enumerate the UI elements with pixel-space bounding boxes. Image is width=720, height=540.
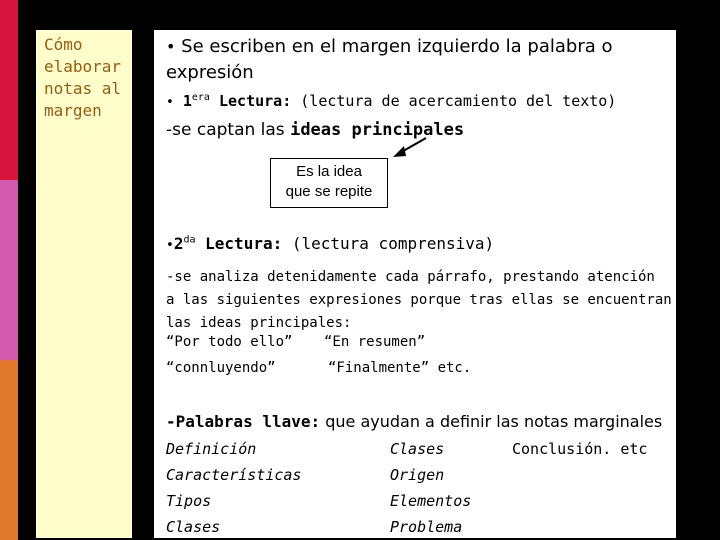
bullet-2-line2-bold: ideas principales <box>290 120 465 140</box>
bullet-2-heading: Lectura: <box>218 92 292 110</box>
bullet-2-line2-prefix: -se captan las <box>166 120 291 140</box>
paragraph-line: a las siguientes expresiones porque tras ellas se encuentran <box>166 292 672 308</box>
keyword-item: Clases <box>390 440 445 458</box>
expression-1: “Por todo ello” <box>166 334 293 350</box>
sidebar-title: Cómo elaborar notas al margen <box>44 35 122 120</box>
accent-stripe-pink <box>0 180 18 360</box>
accent-stripe-orange <box>0 360 18 540</box>
accent-stripe-red <box>0 0 18 180</box>
keyword-item: Origen <box>390 466 445 484</box>
keyword-item: Tipos <box>166 492 212 510</box>
callout-box <box>270 158 388 208</box>
expression-3: “connluyendo” <box>166 360 276 376</box>
content-panel <box>154 30 676 538</box>
bullet-3-detail: (lectura comprensiva) <box>291 234 495 253</box>
bullet-1-line2: expresión <box>166 62 254 83</box>
bullet-2-detail: (lectura de acercamiento del texto) <box>300 92 617 110</box>
paragraph-line: -se analiza detenidamente cada párrafo, prestando atención <box>166 269 655 285</box>
bullet-2-sup: era <box>191 92 210 103</box>
bullet-3-heading: Lectura: <box>205 234 283 253</box>
keywords-col3 <box>512 436 647 462</box>
expression-2: “En resumen” <box>324 334 426 350</box>
keyword-item: Problema <box>390 518 463 536</box>
bullet-1-line1: Se escriben en el margen izquierdo la palabra o <box>181 36 613 57</box>
keyword-item: Conclusión. etc <box>512 440 648 458</box>
keyword-item: Definición <box>166 440 257 458</box>
keyword-item: Características <box>166 466 302 484</box>
keyword-item: Elementos <box>390 492 472 510</box>
bullet-2 <box>166 92 616 110</box>
keywords-col1 <box>166 436 301 540</box>
bullet-3-sup: da <box>183 234 196 246</box>
keywords-desc: que ayudan a definir las notas marginales <box>325 412 663 431</box>
callout-line2: que se repite <box>285 183 373 200</box>
bullet-dot-icon: • <box>166 238 174 253</box>
callout-line1: Es la idea <box>296 163 362 180</box>
bullet-dot-icon: • <box>166 95 174 110</box>
keywords-col2 <box>390 436 471 540</box>
expression-4: “Finalmente” etc. <box>328 360 472 376</box>
bullet-1 <box>166 36 613 57</box>
bullet-3 <box>166 234 494 253</box>
sidebar-panel <box>36 30 134 538</box>
bullet-3-paragraph <box>166 266 672 335</box>
keywords-line <box>166 412 662 431</box>
keywords-heading: -Palabras llave: <box>166 412 321 431</box>
bullet-2-ordinal: 1 <box>182 92 192 110</box>
keyword-item: Clases <box>166 518 221 536</box>
arrow-icon <box>390 136 430 160</box>
bullet-dot-icon: • <box>166 37 176 56</box>
paragraph-line: las ideas principales: <box>166 315 352 331</box>
bullet-3-ordinal: 2 <box>173 234 184 253</box>
